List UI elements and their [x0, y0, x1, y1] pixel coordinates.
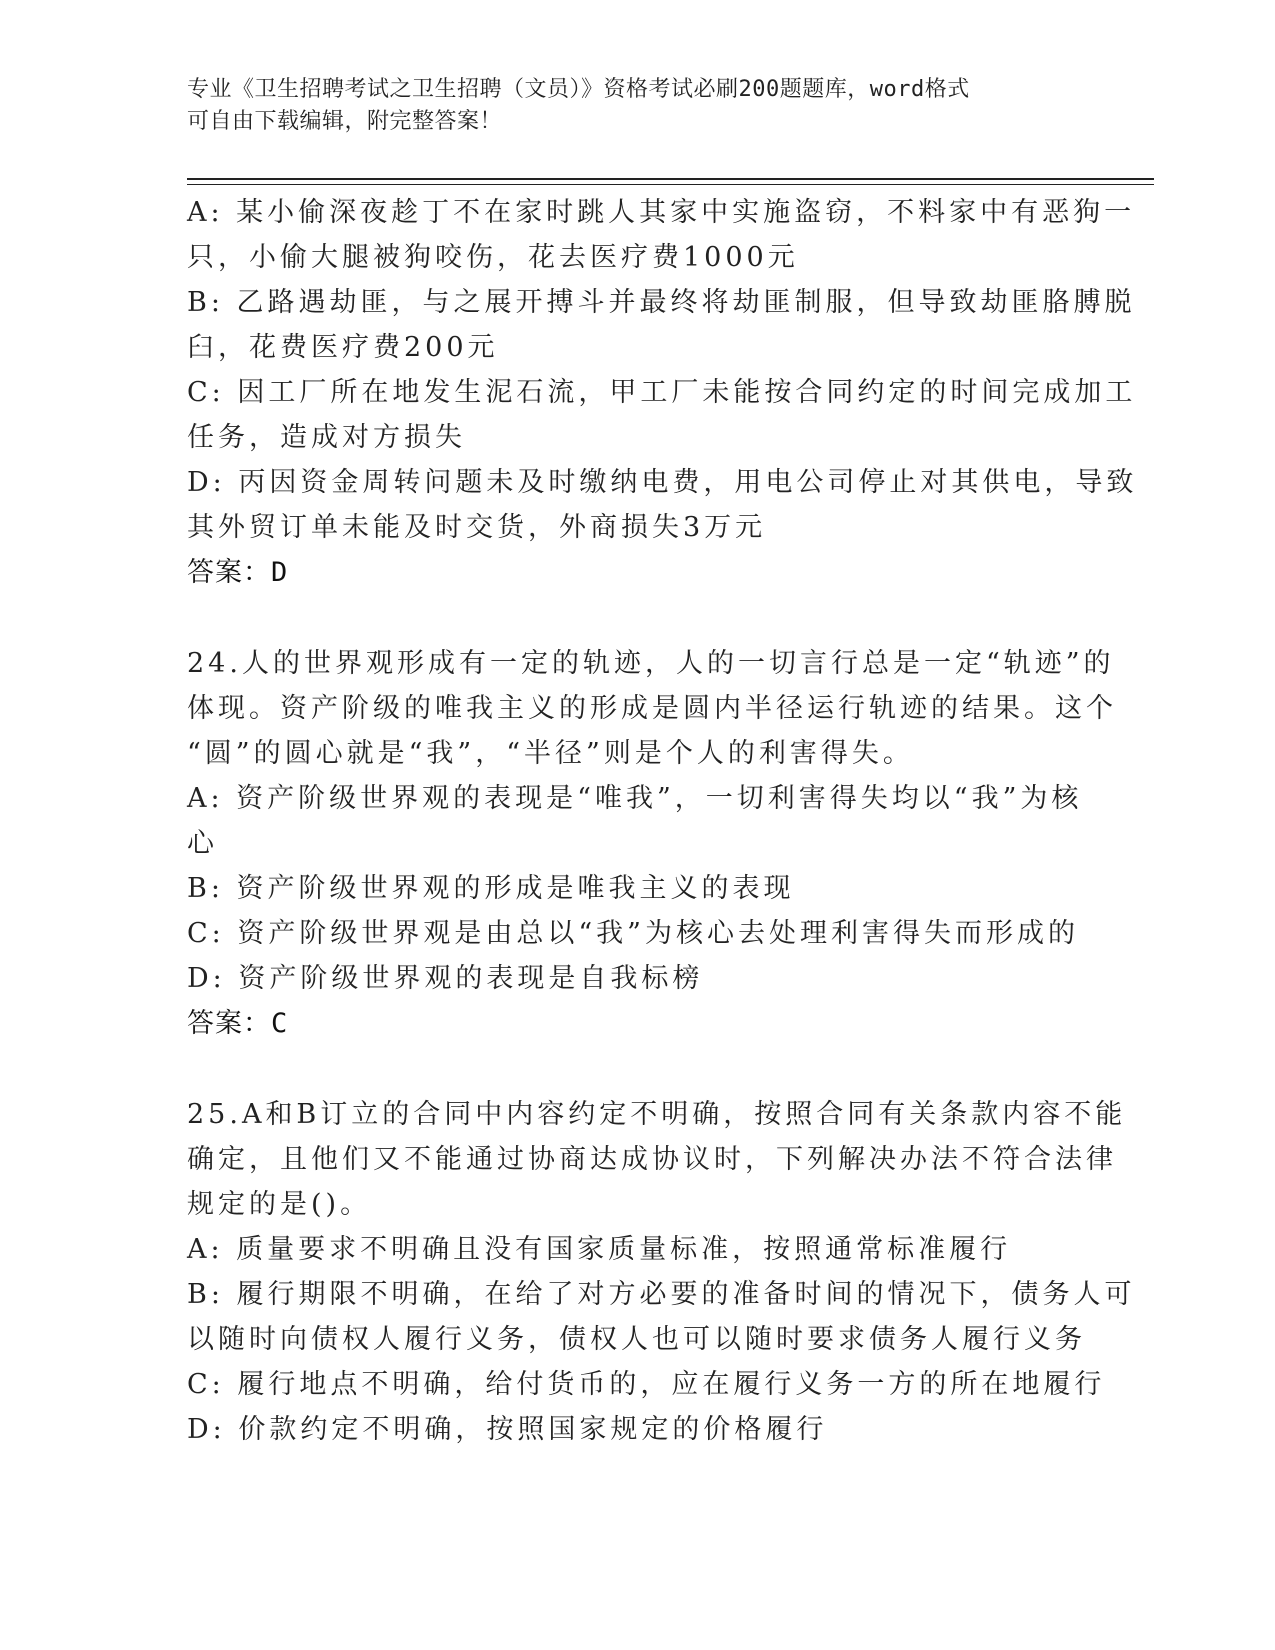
option-a-line-2: 只，小偷大腿被狗咬伤，花去医疗费1000元: [187, 242, 799, 273]
option-b-line-2: 以随时向债权人履行义务，债权人也可以随时要求债务人履行义务: [187, 1324, 1086, 1355]
option-a-line-1: A: 质量要求不明确且没有国家质量标准，按照通常标准履行: [187, 1234, 1012, 1265]
option-c-line-1: C: 资产阶级世界观是由总以“我”为核心去处理利害得失而形成的: [187, 918, 1079, 949]
option-c-line-2: 任务，造成对方损失: [187, 422, 466, 453]
answer-label: 答案：: [187, 1008, 271, 1039]
option-d-line-1: D: 资产阶级世界观的表现是自我标榜: [187, 963, 704, 994]
question-23-answer: [187, 550, 1077, 595]
option-b-line-1: B: 乙路遇劫匪，与之展开搏斗并最终将劫匪制服，但导致劫匪胳膊脱: [187, 287, 1136, 318]
option-a-line-1: A: 某小偷深夜趁丁不在家时跳人其家中实施盗窃，不料家中有恶狗一: [187, 197, 1136, 228]
option-b-line-1: B: 履行期限不明确，在给了对方必要的准备时间的情况下，债务人可: [187, 1279, 1136, 1310]
answer-value: D: [271, 557, 289, 588]
question-25-stem-line-3: 规定的是()。: [187, 1189, 372, 1220]
option-d-line-2: 其外贸订单未能及时交货，外商损失3万元: [187, 512, 767, 543]
option-b-line-1: B: 资产阶级世界观的形成是唯我主义的表现: [187, 873, 795, 904]
option-a-line-1: A: 资产阶级世界观的表现是“唯我”，一切利害得失均以“我”为核: [187, 783, 1083, 814]
question-25-stem-line-1: 25.A和B订立的合同中内容约定不明确，按照合同有关条款内容不能: [187, 1099, 1127, 1130]
document-header: [187, 74, 1067, 138]
header-divider-thin: [187, 184, 1154, 185]
question-24-answer: [187, 1001, 1077, 1046]
question-25: [187, 1092, 1136, 1452]
option-d-line-1: D: 丙因资金周转问题未及时缴纳电费，用电公司停止对其供电，导致: [187, 467, 1138, 498]
header-title-line-2: 可自由下载编辑，附完整答案！: [187, 109, 503, 134]
option-d-line-1: D: 价款约定不明确，按照国家规定的价格履行: [187, 1414, 828, 1445]
option-c-line-1: C: 履行地点不明确，给付货币的，应在履行义务一方的所在地履行: [187, 1369, 1106, 1400]
option-c-line-1: C: 因工厂所在地发生泥石流，甲工厂未能按合同约定的时间完成加工: [187, 377, 1137, 408]
header-divider-thick: [187, 178, 1154, 180]
question-24-stem-line-1: 24.人的世界观形成有一定的轨迹，人的一切言行总是一定“轨迹”的: [187, 648, 1115, 679]
question-24-stem-line-3: “圆”的圆心就是“我”，“半径”则是个人的利害得失。: [187, 738, 914, 769]
document-body: [187, 190, 1138, 1452]
question-25-stem-line-2: 确定，且他们又不能通过协商达成协议时，下列解决办法不符合法律: [187, 1144, 1117, 1175]
spacer: [187, 1046, 1077, 1092]
spacer: [187, 595, 1077, 641]
header-title-line-1: 专业《卫生招聘考试之卫生招聘（文员）》资格考试必刷200题题库，word格式: [187, 77, 970, 102]
question-23-options: [187, 190, 1138, 595]
question-24: [187, 641, 1117, 1046]
option-a-line-2: 心: [187, 828, 218, 859]
option-b-line-2: 臼，花费医疗费200元: [187, 332, 499, 363]
answer-label: 答案：: [187, 557, 271, 588]
question-24-stem-line-2: 体现。资产阶级的唯我主义的形成是圆内半径运行轨迹的结果。这个: [187, 693, 1117, 724]
answer-value: C: [271, 1008, 289, 1039]
